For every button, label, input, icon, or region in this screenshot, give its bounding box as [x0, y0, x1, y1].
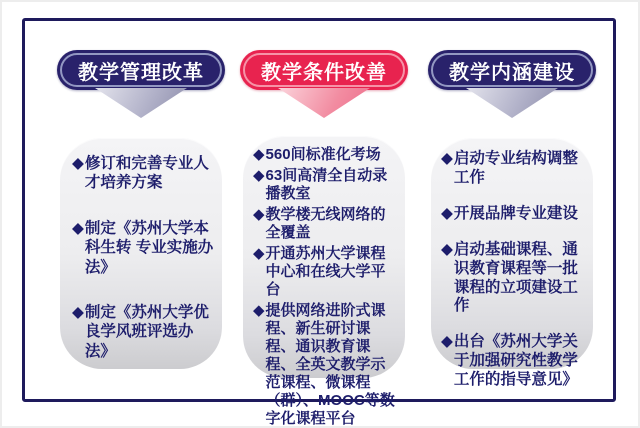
- bullet-item: [72, 219, 214, 277]
- bullet-item-text: 启动专业结构调整工作: [453, 150, 578, 186]
- bullet-item: [441, 241, 587, 317]
- diamond-bullet-icon: ◆: [441, 333, 453, 351]
- header-pill-inner: [243, 53, 405, 87]
- bullet-item: [72, 154, 214, 193]
- bullet-item-text: 开通苏州大学课程中心和在线大学平台: [265, 245, 386, 298]
- header-label: 教学管理改革: [78, 61, 204, 84]
- header-label: 教学内涵建设: [449, 61, 575, 84]
- column-teaching-conditions-improvement: [240, 50, 408, 427]
- down-arrow-icon: [278, 88, 370, 118]
- diamond-bullet-icon: ◆: [441, 150, 453, 167]
- diamond-bullet-icon: ◆: [253, 167, 265, 184]
- header-label: 教学条件改善: [261, 61, 387, 84]
- header-pill-management-reform: [57, 50, 225, 90]
- down-arrow-icon: [95, 88, 187, 118]
- bullet-item: [253, 302, 399, 428]
- content-box-management-reform: [60, 138, 222, 369]
- header-pill-conditions-improvement: [240, 50, 408, 90]
- bullet-item: [72, 303, 214, 361]
- bullet-item-text: 修订和完善专业人才培养方案: [84, 155, 209, 192]
- header-pill-content-construction: [428, 50, 596, 90]
- bullet-item-text: 制定《苏州大学优良学风班评选办法》: [84, 303, 209, 360]
- diamond-bullet-icon: ◆: [72, 219, 84, 237]
- column-teaching-content-construction: [428, 50, 596, 389]
- diamond-bullet-icon: ◆: [253, 245, 265, 262]
- header-pill-inner: [60, 53, 222, 87]
- diamond-bullet-icon: ◆: [72, 303, 84, 321]
- diamond-bullet-icon: ◆: [253, 302, 265, 319]
- bullet-item: [253, 206, 399, 242]
- diamond-bullet-icon: ◆: [441, 204, 453, 222]
- bullet-item: [441, 150, 587, 188]
- diamond-bullet-icon: ◆: [441, 240, 453, 258]
- bullet-item: [441, 205, 587, 224]
- down-arrow-icon: [466, 88, 558, 118]
- bullet-item-text: 560间标准化考场: [265, 146, 381, 163]
- bullet-item: [441, 333, 587, 390]
- bullet-item-text: 开展品牌专业建设: [453, 204, 578, 222]
- bullet-item: [253, 245, 399, 299]
- bullet-item-text: 制定《苏州大学本科生转 专业实施办法》: [84, 219, 214, 276]
- diamond-bullet-icon: ◆: [253, 206, 265, 223]
- bullet-item-text: 63间高清全自动录播教室: [265, 167, 388, 202]
- diamond-bullet-icon: ◆: [72, 155, 84, 172]
- bullet-item: [253, 146, 399, 164]
- content-box-conditions-improvement: [243, 136, 405, 427]
- bullet-item-text: 出台《苏州大学关于加强研究性教学工作的指导意见》: [453, 333, 578, 389]
- diamond-bullet-icon: ◆: [253, 146, 265, 163]
- bullet-item-text: 教学楼无线网络的全覆盖: [265, 206, 386, 241]
- bullet-item: [253, 167, 399, 203]
- bullet-item-text: 启动基础课程、通识教育课程等一批课程的立项建设工作: [453, 240, 578, 315]
- content-box-content-construction: [431, 138, 593, 389]
- column-teaching-management-reform: [57, 50, 225, 369]
- bullet-item-text: 提供网络进阶式课程、新生研讨课程、通识教育课程、全英文教学示范课程、微课程（群）、MOOC等数字化课程平台: [265, 302, 395, 427]
- header-pill-inner: [431, 53, 593, 87]
